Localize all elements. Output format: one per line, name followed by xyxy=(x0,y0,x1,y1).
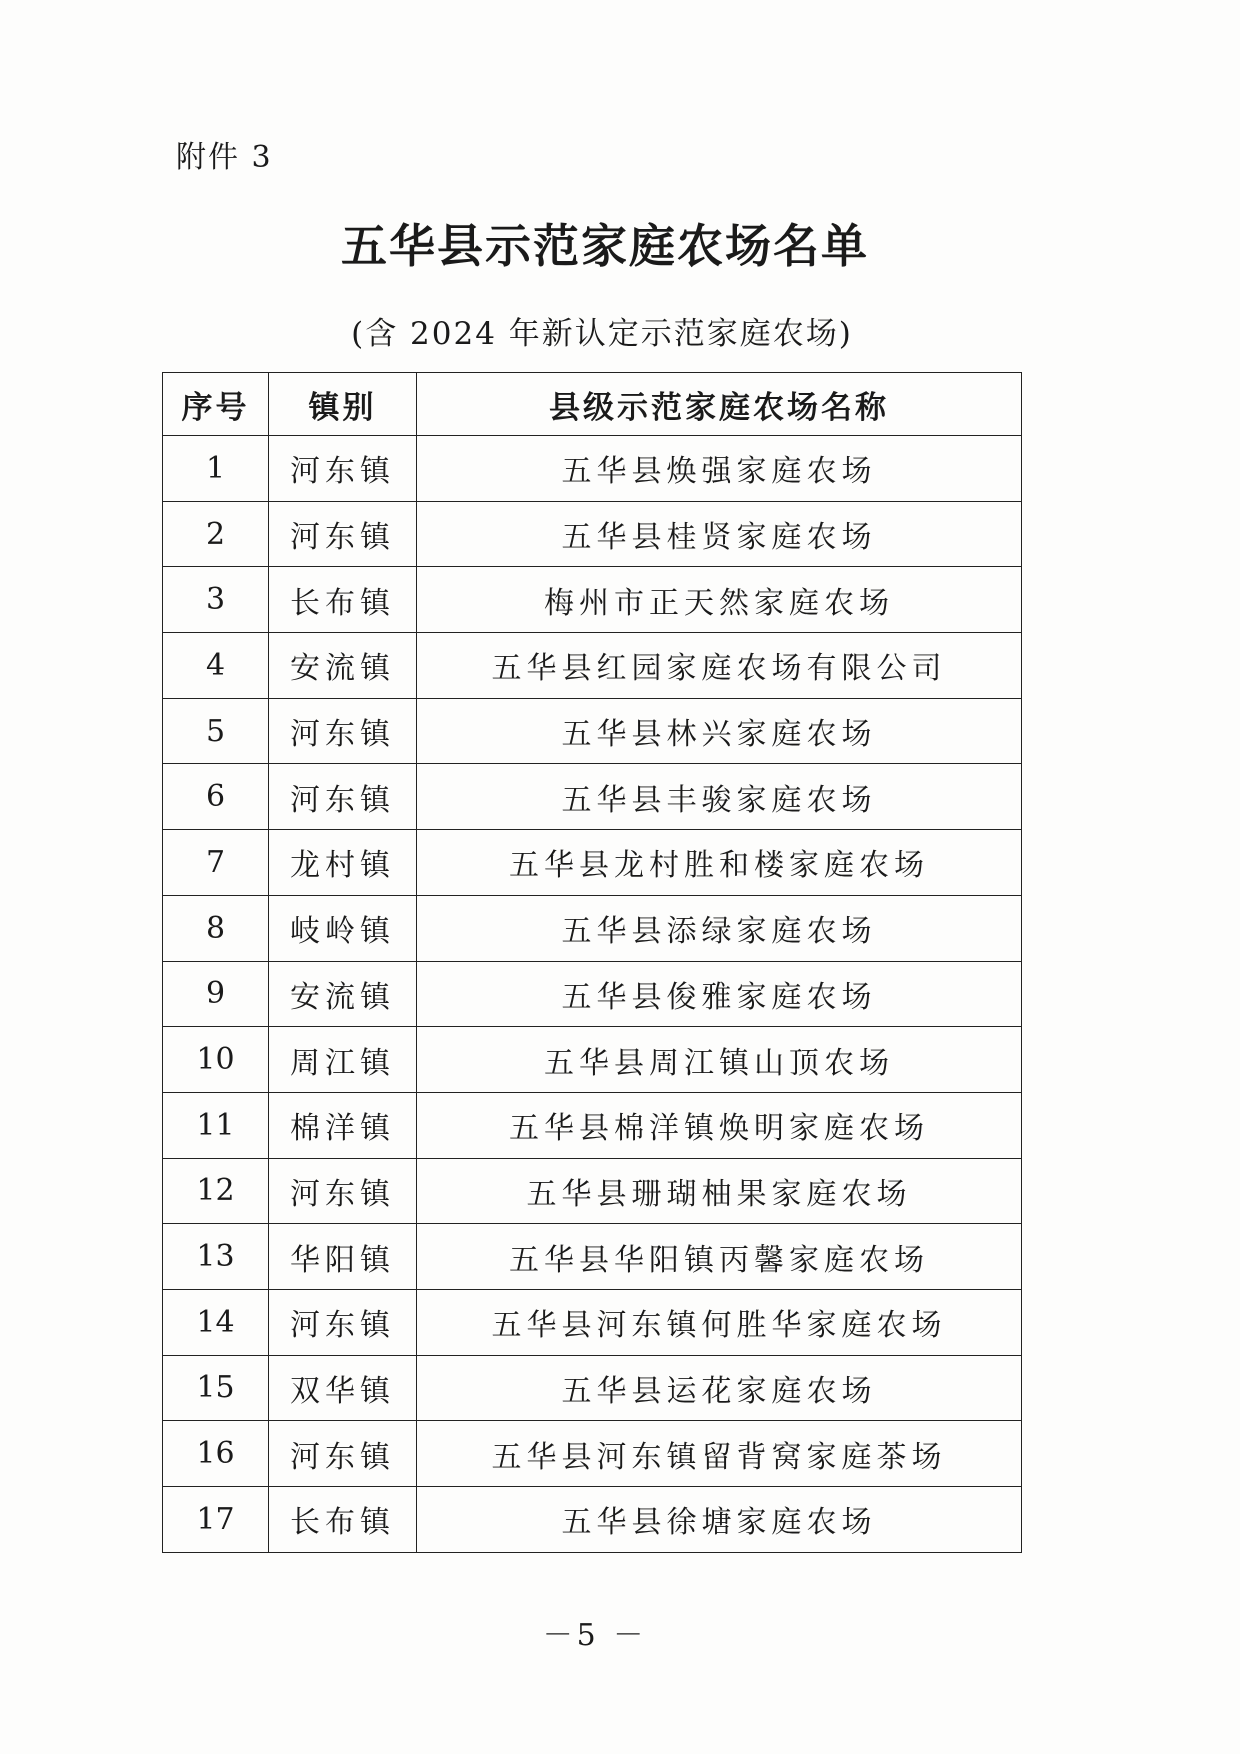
row-serial-number: 15 xyxy=(163,1355,269,1421)
row-town: 安流镇 xyxy=(269,961,417,1027)
row-farm-name: 五华县龙村胜和楼家庭农场 xyxy=(417,830,1022,896)
row-farm-name: 五华县丰骏家庭农场 xyxy=(417,764,1022,830)
table-row xyxy=(163,1027,1022,1093)
table-header-row xyxy=(163,373,1022,436)
row-town: 河东镇 xyxy=(269,1158,417,1224)
row-serial-number: 1 xyxy=(163,436,269,502)
document-title xyxy=(0,210,1240,276)
row-serial-number: 16 xyxy=(163,1421,269,1487)
row-town: 河东镇 xyxy=(269,1289,417,1355)
row-farm-name: 五华县林兴家庭农场 xyxy=(417,698,1022,764)
row-serial-number: 11 xyxy=(163,1092,269,1158)
row-serial-number: 2 xyxy=(163,501,269,567)
row-farm-name: 五华县运花家庭农场 xyxy=(417,1355,1022,1421)
table-row xyxy=(163,961,1022,1027)
table-row xyxy=(163,1355,1022,1421)
row-town: 安流镇 xyxy=(269,633,417,699)
row-town: 岐岭镇 xyxy=(269,895,417,961)
row-town: 周江镇 xyxy=(269,1027,417,1093)
table-row xyxy=(163,633,1022,699)
row-farm-name: 五华县焕强家庭农场 xyxy=(417,436,1022,502)
row-serial-number: 3 xyxy=(163,567,269,633)
row-town: 双华镇 xyxy=(269,1355,417,1421)
table-row xyxy=(163,1289,1022,1355)
row-serial-number: 12 xyxy=(163,1158,269,1224)
row-town: 河东镇 xyxy=(269,764,417,830)
row-serial-number: 7 xyxy=(163,830,269,896)
row-farm-name: 五华县添绿家庭农场 xyxy=(417,895,1022,961)
row-serial-number: 6 xyxy=(163,764,269,830)
page-number-text: －5 － xyxy=(542,1618,648,1653)
row-serial-number: 10 xyxy=(163,1027,269,1093)
document-subtitle-text: (含 2024 年新认定示范家庭农场) xyxy=(351,316,853,352)
table-row xyxy=(163,567,1022,633)
row-town: 河东镇 xyxy=(269,1421,417,1487)
row-town: 棉洋镇 xyxy=(269,1092,417,1158)
row-farm-name: 五华县棉洋镇焕明家庭农场 xyxy=(417,1092,1022,1158)
row-farm-name: 五华县徐塘家庭农场 xyxy=(417,1487,1022,1553)
row-serial-number: 9 xyxy=(163,961,269,1027)
header-farm-name: 县级示范家庭农场名称 xyxy=(417,373,1022,436)
row-farm-name: 五华县桂贤家庭农场 xyxy=(417,501,1022,567)
row-town: 河东镇 xyxy=(269,501,417,567)
row-serial-number: 17 xyxy=(163,1487,269,1553)
row-farm-name: 五华县华阳镇丙馨家庭农场 xyxy=(417,1224,1022,1290)
table-row xyxy=(163,1224,1022,1290)
row-serial-number: 13 xyxy=(163,1224,269,1290)
farm-list-table xyxy=(162,372,1022,1553)
row-serial-number: 14 xyxy=(163,1289,269,1355)
row-farm-name: 五华县河东镇何胜华家庭农场 xyxy=(417,1289,1022,1355)
row-farm-name: 五华县周江镇山顶农场 xyxy=(417,1027,1022,1093)
table-row xyxy=(163,764,1022,830)
table-row xyxy=(163,436,1022,502)
document-title-text: 五华县示范家庭农场名单 xyxy=(341,219,869,273)
document-subtitle xyxy=(0,308,1240,353)
row-farm-name: 梅州市正天然家庭农场 xyxy=(417,567,1022,633)
header-town: 镇别 xyxy=(269,373,417,436)
table-row xyxy=(163,501,1022,567)
row-town: 华阳镇 xyxy=(269,1224,417,1290)
table-row xyxy=(163,1421,1022,1487)
table-row xyxy=(163,698,1022,764)
row-serial-number: 8 xyxy=(163,895,269,961)
table-row xyxy=(163,1487,1022,1553)
row-town: 河东镇 xyxy=(269,698,417,764)
row-town: 长布镇 xyxy=(269,567,417,633)
page-number xyxy=(0,1610,1240,1654)
row-town: 河东镇 xyxy=(269,436,417,502)
row-farm-name: 五华县珊瑚柚果家庭农场 xyxy=(417,1158,1022,1224)
table-row xyxy=(163,1158,1022,1224)
attachment-label: 附件 3 xyxy=(176,140,273,175)
row-farm-name: 五华县河东镇留背窝家庭茶场 xyxy=(417,1421,1022,1487)
table-row xyxy=(163,830,1022,896)
table-row xyxy=(163,1092,1022,1158)
row-serial-number: 5 xyxy=(163,698,269,764)
row-farm-name: 五华县红园家庭农场有限公司 xyxy=(417,633,1022,699)
header-serial-number: 序号 xyxy=(163,373,269,436)
row-serial-number: 4 xyxy=(163,633,269,699)
row-town: 龙村镇 xyxy=(269,830,417,896)
row-town: 长布镇 xyxy=(269,1487,417,1553)
table-row xyxy=(163,895,1022,961)
row-farm-name: 五华县俊雅家庭农场 xyxy=(417,961,1022,1027)
